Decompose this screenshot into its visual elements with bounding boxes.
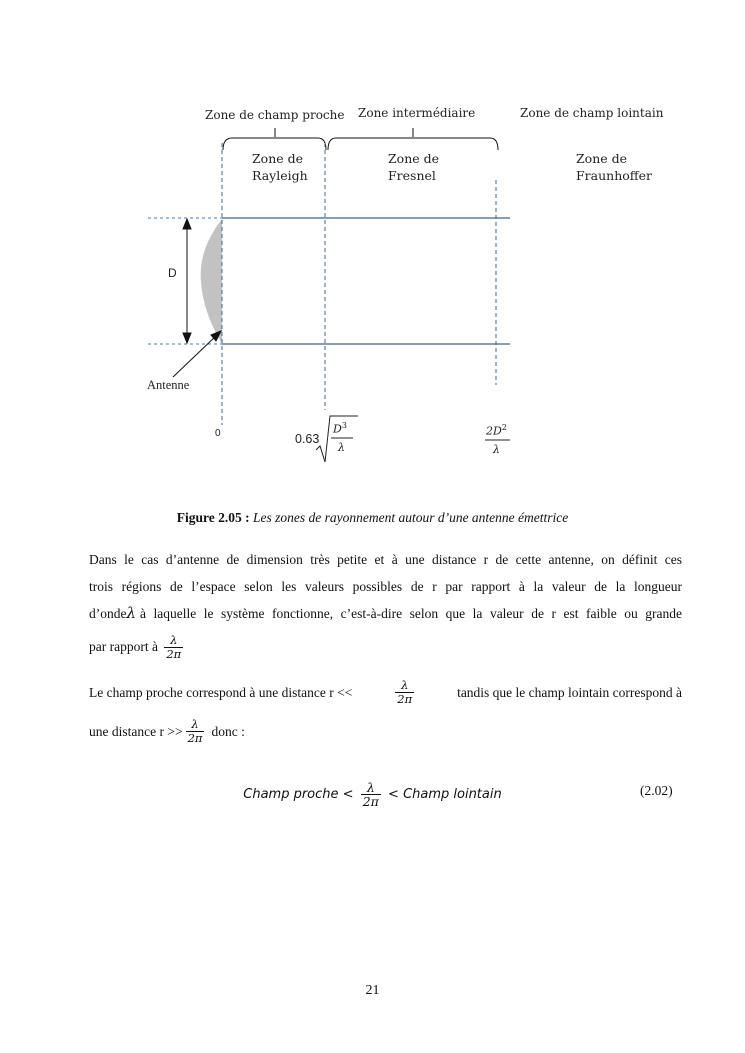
lambda-over-2pi-fraction-3 (186, 718, 205, 745)
axis-origin-label: 0 (215, 428, 221, 439)
paragraph-regions-definition (89, 546, 682, 667)
paragraph2-part3: une distance r >> (89, 723, 183, 739)
antenna-label: Antenne (147, 378, 190, 392)
paragraph1-line3-end: à laquelle le système fonctionne, c’est-à-dire selon que la valeur de r est faible ou grande (140, 606, 682, 621)
paragraph1-line2: trois régions de l’espace selon les valeurs possibles de r par rapport à la valeur de la longueur (89, 579, 682, 594)
fraunhoffer-distance-numerator (486, 423, 507, 438)
zone-intermediate-heading: Zone intermédiaire (358, 106, 476, 120)
figure-caption-label: Figure 2.05 : (176, 510, 250, 525)
rayleigh-distance-coefficient: 0.63 (295, 432, 320, 446)
figure-caption-text: Les zones de rayonnement autour d’une antenne émettrice (252, 510, 569, 525)
equation-2-02 (0, 781, 745, 808)
zone-near-field-heading: Zone de champ proche (205, 108, 345, 122)
zone-far-field-heading: Zone de champ lointain (520, 106, 664, 120)
equation-fraction-numerator: λ (361, 781, 381, 795)
intermediate-bracket (328, 128, 498, 150)
paragraph1-line3-start: d’onde (89, 606, 127, 621)
page-number: 21 (365, 983, 380, 998)
paragraph-near-far-field (89, 677, 682, 753)
paragraph2-part4: donc : (211, 723, 245, 739)
paragraph1-line3 (89, 600, 682, 627)
equation-number: (2.02) (640, 783, 673, 798)
fraction-denominator: 2π (187, 730, 203, 745)
paragraph2-line1 (89, 677, 682, 707)
zone-diagram-graphics (0, 0, 745, 470)
equation-left-term: Champ proche (243, 787, 339, 802)
antenna-shape (201, 219, 222, 344)
near-field-bracket (223, 128, 326, 150)
paragraph2-part2: tandis que le champ lointain correspond à (457, 684, 682, 700)
paragraph1-line1: Dans le cas d’antenne de dimension très petite et à une distance r de cette antenne, on définit ces (89, 552, 682, 567)
d-dimension-arrow (183, 219, 191, 343)
paragraph2-line2 (89, 709, 682, 753)
rayleigh-distance-numerator (333, 421, 347, 436)
fraunhoffer-num-exp: 2 (501, 423, 507, 432)
figure-caption (0, 510, 745, 526)
lambda-over-2pi-fraction-1 (164, 634, 183, 661)
equation-fraction (361, 781, 381, 808)
fraction-numerator: λ (164, 634, 183, 648)
zone-rayleigh-line2: Rayleigh (252, 168, 308, 183)
zone-fresnel-line2: Fresnel (388, 168, 436, 183)
zone-fraunhoffer-line1: Zone de (576, 151, 628, 166)
paragraph1-line4 (89, 627, 682, 667)
rayleigh-num-exp: 3 (341, 421, 347, 430)
fraunhoffer-distance-denominator: λ (493, 443, 500, 456)
rayleigh-distance-denominator: λ (338, 441, 345, 454)
equation-less-than-2: < (388, 787, 399, 802)
antenna-pointer-arrow (173, 331, 221, 377)
paragraph2-part1: Le champ proche correspond à une distance r << (89, 684, 353, 700)
fraction-denominator: 2π (166, 647, 182, 662)
equation-less-than-1: < (342, 787, 354, 802)
zone-rayleigh-line1: Zone de (252, 151, 304, 166)
d-label: D (168, 266, 177, 280)
paragraph1-line4-text: par rapport à (89, 639, 158, 654)
rayleigh-num-d: D (333, 422, 342, 436)
fraction-denominator: 2π (397, 691, 413, 706)
equation-fraction-denominator: 2π (362, 794, 379, 809)
lambda-symbol: λ (126, 604, 137, 622)
zone-fraunhoffer-line2: Fraunhoffer (576, 168, 653, 183)
fraunhoffer-num-2d: 2D (486, 424, 502, 438)
fraction-numerator: λ (186, 718, 205, 732)
fraction-numerator: λ (395, 679, 414, 693)
lambda-over-2pi-fraction-2 (395, 679, 414, 706)
zone-fresnel-line1: Zone de (388, 151, 440, 166)
equation-right-term: Champ lointain (403, 787, 502, 802)
